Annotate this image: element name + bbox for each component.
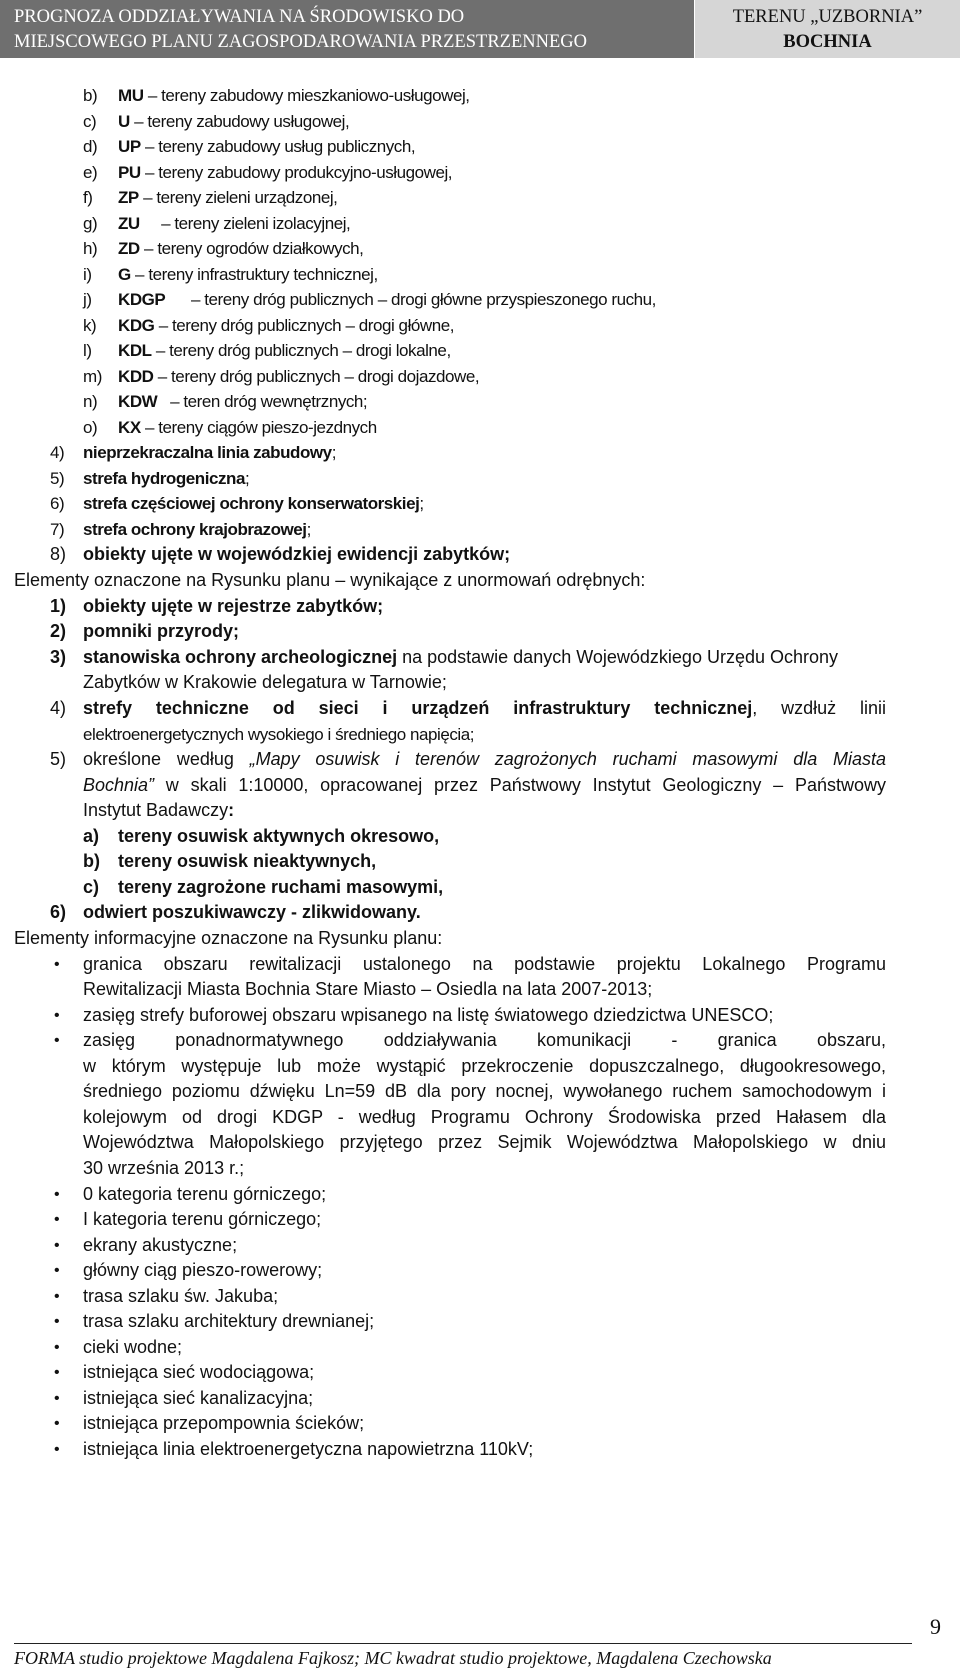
bullet-icon: • xyxy=(54,1211,60,1228)
header-title-line1: PROGNOZA ODDZIAŁYWANIA NA ŚRODOWISKO DO xyxy=(14,7,465,27)
item-continuation xyxy=(83,1053,886,1080)
zoning-description: – tereny zabudowy usług publicznych, xyxy=(140,137,416,156)
item-text: obiekty ujęte w rejestrze zabytków; xyxy=(83,596,384,616)
item-label: i) xyxy=(83,265,92,284)
item-text: tereny osuwisk aktywnych okresowo, xyxy=(118,826,440,846)
item-label: 5) xyxy=(50,749,67,769)
item-label: f) xyxy=(83,188,93,207)
zoning-code: G xyxy=(118,265,131,284)
item-text: istniejąca sieć wodociągowa; xyxy=(83,1362,315,1382)
section-intro: Elementy oznaczone na Rysunku planu – wynikające z unormowań odrębnych: xyxy=(14,570,646,590)
zoning-description: – tereny dróg publicznych – drogi główne, xyxy=(154,316,455,335)
bullet-icon: • xyxy=(54,1390,60,1407)
item-label: 6) xyxy=(50,494,65,513)
item-text: ; xyxy=(331,443,336,462)
zoning-code: KDW xyxy=(118,392,158,411)
zoning-description: – teren dróg wewnętrznych; xyxy=(157,392,368,411)
item-label: 5) xyxy=(50,469,65,488)
item-label: b) xyxy=(83,86,98,105)
item-text: istniejąca przepompownia ścieków; xyxy=(83,1413,365,1433)
item-text: tereny osuwisk nieaktywnych, xyxy=(118,851,377,871)
zoning-code: PU xyxy=(118,163,141,182)
bullet-icon: • xyxy=(54,1415,60,1432)
zoning-description: – tereny ogrodów działkowych, xyxy=(139,239,364,258)
item-text: pomniki przyrody; xyxy=(83,621,240,641)
item-continuation xyxy=(83,1104,886,1131)
item-continuation xyxy=(83,1078,886,1105)
item-continuation: 30 września 2013 r.; xyxy=(83,1158,245,1178)
item-continuation: Rewitalizacji Miasta Bochnia Stare Miasto – Osiedla na lata 2007-2013; xyxy=(83,979,653,999)
item-bold-text: nieprzekraczalna linia zabudowy xyxy=(83,443,332,462)
zoning-description: – tereny dróg publicznych – drogi główne przyspieszonego ruchu, xyxy=(165,290,656,309)
item-text: w którym występuje lub może wystąpić przekroczenie dopuszczalnego, długookresowego, xyxy=(83,1056,886,1076)
zoning-description: – tereny zabudowy mieszkaniowo-usługowej, xyxy=(143,86,470,105)
zoning-code: UP xyxy=(118,137,141,156)
item-label: c) xyxy=(83,112,97,131)
item-text: trasa szlaku św. Jakuba; xyxy=(83,1286,279,1306)
zoning-code: ZD xyxy=(118,239,140,258)
item-label: a) xyxy=(83,826,100,846)
item-text: istniejąca linia elektroenergetyczna napowietrzna 110kV; xyxy=(83,1439,534,1459)
zoning-description: – tereny dróg publicznych – drogi lokalne, xyxy=(151,341,451,360)
bullet-icon: • xyxy=(54,1441,60,1458)
item-label: 4) xyxy=(50,443,65,462)
item-text: określone według xyxy=(83,749,250,769)
zoning-code: KX xyxy=(118,418,141,437)
header-area-line1: TERENU „UZBORNIA” xyxy=(732,7,923,27)
item-text: 0 kategoria terenu górniczego; xyxy=(83,1184,327,1204)
header-document-title xyxy=(0,0,694,58)
item-label: k) xyxy=(83,316,97,335)
zoning-description: – tereny ciągów pieszo-jezdnych xyxy=(140,418,377,437)
item-text: Województwa Małopolskiego przyjętego przez Sejmik Województwa Małopolskiego w dniu xyxy=(83,1132,886,1152)
bullet-icon: • xyxy=(54,1364,60,1381)
item-text: istniejąca sieć kanalizacyjna; xyxy=(83,1388,314,1408)
page-header xyxy=(0,0,960,58)
item-text: zasięg ponadnormatywnego oddziaływania komunikacji - granica obszaru, xyxy=(83,1030,886,1050)
zoning-code: MU xyxy=(118,86,144,105)
item-label: 2) xyxy=(50,621,67,641)
item-bold-text: strefa hydrogeniczna xyxy=(83,469,245,488)
colon: : xyxy=(228,800,235,820)
bullet-icon: • xyxy=(54,1007,60,1024)
zoning-description: – tereny zieleni urządzonej, xyxy=(138,188,338,207)
item-text: w skali 1:10000, opracowanej przez Państwowy Instytut Geologiczny – Państwowy xyxy=(154,775,886,795)
zoning-description: – tereny infrastruktury technicznej, xyxy=(130,265,378,284)
zoning-description: – tereny zabudowy usługowej, xyxy=(129,112,350,131)
zoning-code: U xyxy=(118,112,130,131)
header-area-name xyxy=(695,0,960,58)
zoning-description: – tereny zieleni izolacyjnej, xyxy=(139,214,351,233)
item-label: m) xyxy=(83,367,102,386)
item-bold-text: obiekty ujęte w wojewódzkiej ewidencji zabytków; xyxy=(83,544,511,564)
item-text: ; xyxy=(245,469,250,488)
item-continuation xyxy=(83,772,886,799)
bullet-icon: • xyxy=(54,1032,60,1049)
header-title-line2: MIEJSCOWEGO PLANU ZAGOSPODAROWANIA PRZESTRZENNEGO xyxy=(14,32,587,52)
footer-divider xyxy=(14,1643,912,1644)
page-number: 9 xyxy=(930,1614,941,1639)
item-label: 6) xyxy=(50,902,67,922)
item-label: 4) xyxy=(50,698,67,718)
item-label: l) xyxy=(83,341,92,360)
bullet-icon: • xyxy=(54,1313,60,1330)
bullet-item xyxy=(0,1027,886,1054)
item-bold-text: strefa częściowej ochrony konserwatorskiej xyxy=(83,494,420,513)
item-label: 1) xyxy=(50,596,67,616)
item-label: j) xyxy=(83,290,92,309)
zoning-code: KDL xyxy=(118,341,152,360)
bullet-icon: • xyxy=(54,1262,60,1279)
item-text: odwiert poszukiwawczy - zlikwidowany. xyxy=(83,902,421,922)
item-bold-text: stanowiska ochrony archeologicznej xyxy=(83,647,398,667)
item-text: , wzdłuż linii xyxy=(752,698,886,718)
list-item xyxy=(0,695,886,722)
item-text: trasa szlaku architektury drewnianej; xyxy=(83,1311,375,1331)
item-bold-text: strefy techniczne od sieci i urządzeń infrastruktury technicznej xyxy=(83,698,753,718)
item-text: ; xyxy=(306,520,311,539)
item-text: kolejowym od drogi KDGP - według Programu Ochrony Środowiska przed Hałasem dla xyxy=(83,1107,886,1127)
list-item xyxy=(0,746,886,773)
bullet-icon: • xyxy=(54,1288,60,1305)
item-label: 3) xyxy=(50,647,67,667)
page-footer: FORMA studio projektowe Magdalena Fajkosz; MC kwadrat studio projektowe, Magdalena Czechowska xyxy=(14,1648,772,1668)
zoning-description: – tereny zabudowy produkcyjno-usługowej, xyxy=(140,163,453,182)
item-text: zasięg strefy buforowej obszaru wpisanego na listę światowego dziedzictwa UNESCO; xyxy=(83,1005,774,1025)
zoning-description: – tereny dróg publicznych – drogi dojazdowe, xyxy=(153,367,480,386)
item-label: 8) xyxy=(50,544,67,564)
header-area-line2: BOCHNIA xyxy=(783,32,872,52)
item-label: e) xyxy=(83,163,98,182)
item-continuation xyxy=(83,797,234,824)
item-text: główny ciąg pieszo-rowerowy; xyxy=(83,1260,323,1280)
item-text: granica obszaru rewitalizacji ustalonego na podstawie projektu Lokalnego Programu xyxy=(83,954,886,974)
bullet-icon: • xyxy=(54,956,60,973)
item-label: b) xyxy=(83,851,100,871)
item-text: ; xyxy=(419,494,424,513)
map-title: „Mapy osuwisk i terenów zagrożonych ruchami masowymi dla Miasta xyxy=(249,749,886,769)
item-label: o) xyxy=(83,418,98,437)
item-text: tereny zagrożone ruchami masowymi, xyxy=(118,877,444,897)
zoning-code: KDG xyxy=(118,316,155,335)
item-label: h) xyxy=(83,239,98,258)
item-bold-text: strefa ochrony krajobrazowej xyxy=(83,520,307,539)
zoning-code: KDGP xyxy=(118,290,166,309)
bullet-icon: • xyxy=(54,1186,60,1203)
item-text: Instytut Badawczy xyxy=(83,800,229,820)
item-text: średniego poziomu dźwięku Ln=59 dB dla pory nocnej, wywołanego ruchem samochodowym i xyxy=(83,1081,886,1101)
item-text: cieki wodne; xyxy=(83,1337,183,1357)
item-text: I kategoria terenu górniczego; xyxy=(83,1209,322,1229)
item-continuation xyxy=(83,1129,886,1156)
item-label: n) xyxy=(83,392,98,411)
item-text: na podstawie danych Wojewódzkiego Urzędu Ochrony xyxy=(397,647,839,667)
map-title-end: Bochnia” xyxy=(83,775,155,795)
bullet-icon: • xyxy=(54,1237,60,1254)
bullet-icon: • xyxy=(54,1339,60,1356)
item-label: c) xyxy=(83,877,100,897)
item-text: ekrany akustyczne; xyxy=(83,1235,238,1255)
item-label: g) xyxy=(83,214,98,233)
zoning-code: KDD xyxy=(118,367,154,386)
item-label: d) xyxy=(83,137,98,156)
item-continuation: Zabytków w Krakowie delegatura w Tarnowie; xyxy=(83,672,447,692)
bullet-item xyxy=(0,951,886,978)
zoning-code: ZU xyxy=(118,214,140,233)
section-intro: Elementy informacyjne oznaczone na Rysunku planu: xyxy=(14,928,443,948)
item-continuation: elektroenergetycznych wysokiego i średniego napięcia; xyxy=(83,725,474,744)
item-label: 7) xyxy=(50,520,65,539)
zoning-code: ZP xyxy=(118,188,139,207)
